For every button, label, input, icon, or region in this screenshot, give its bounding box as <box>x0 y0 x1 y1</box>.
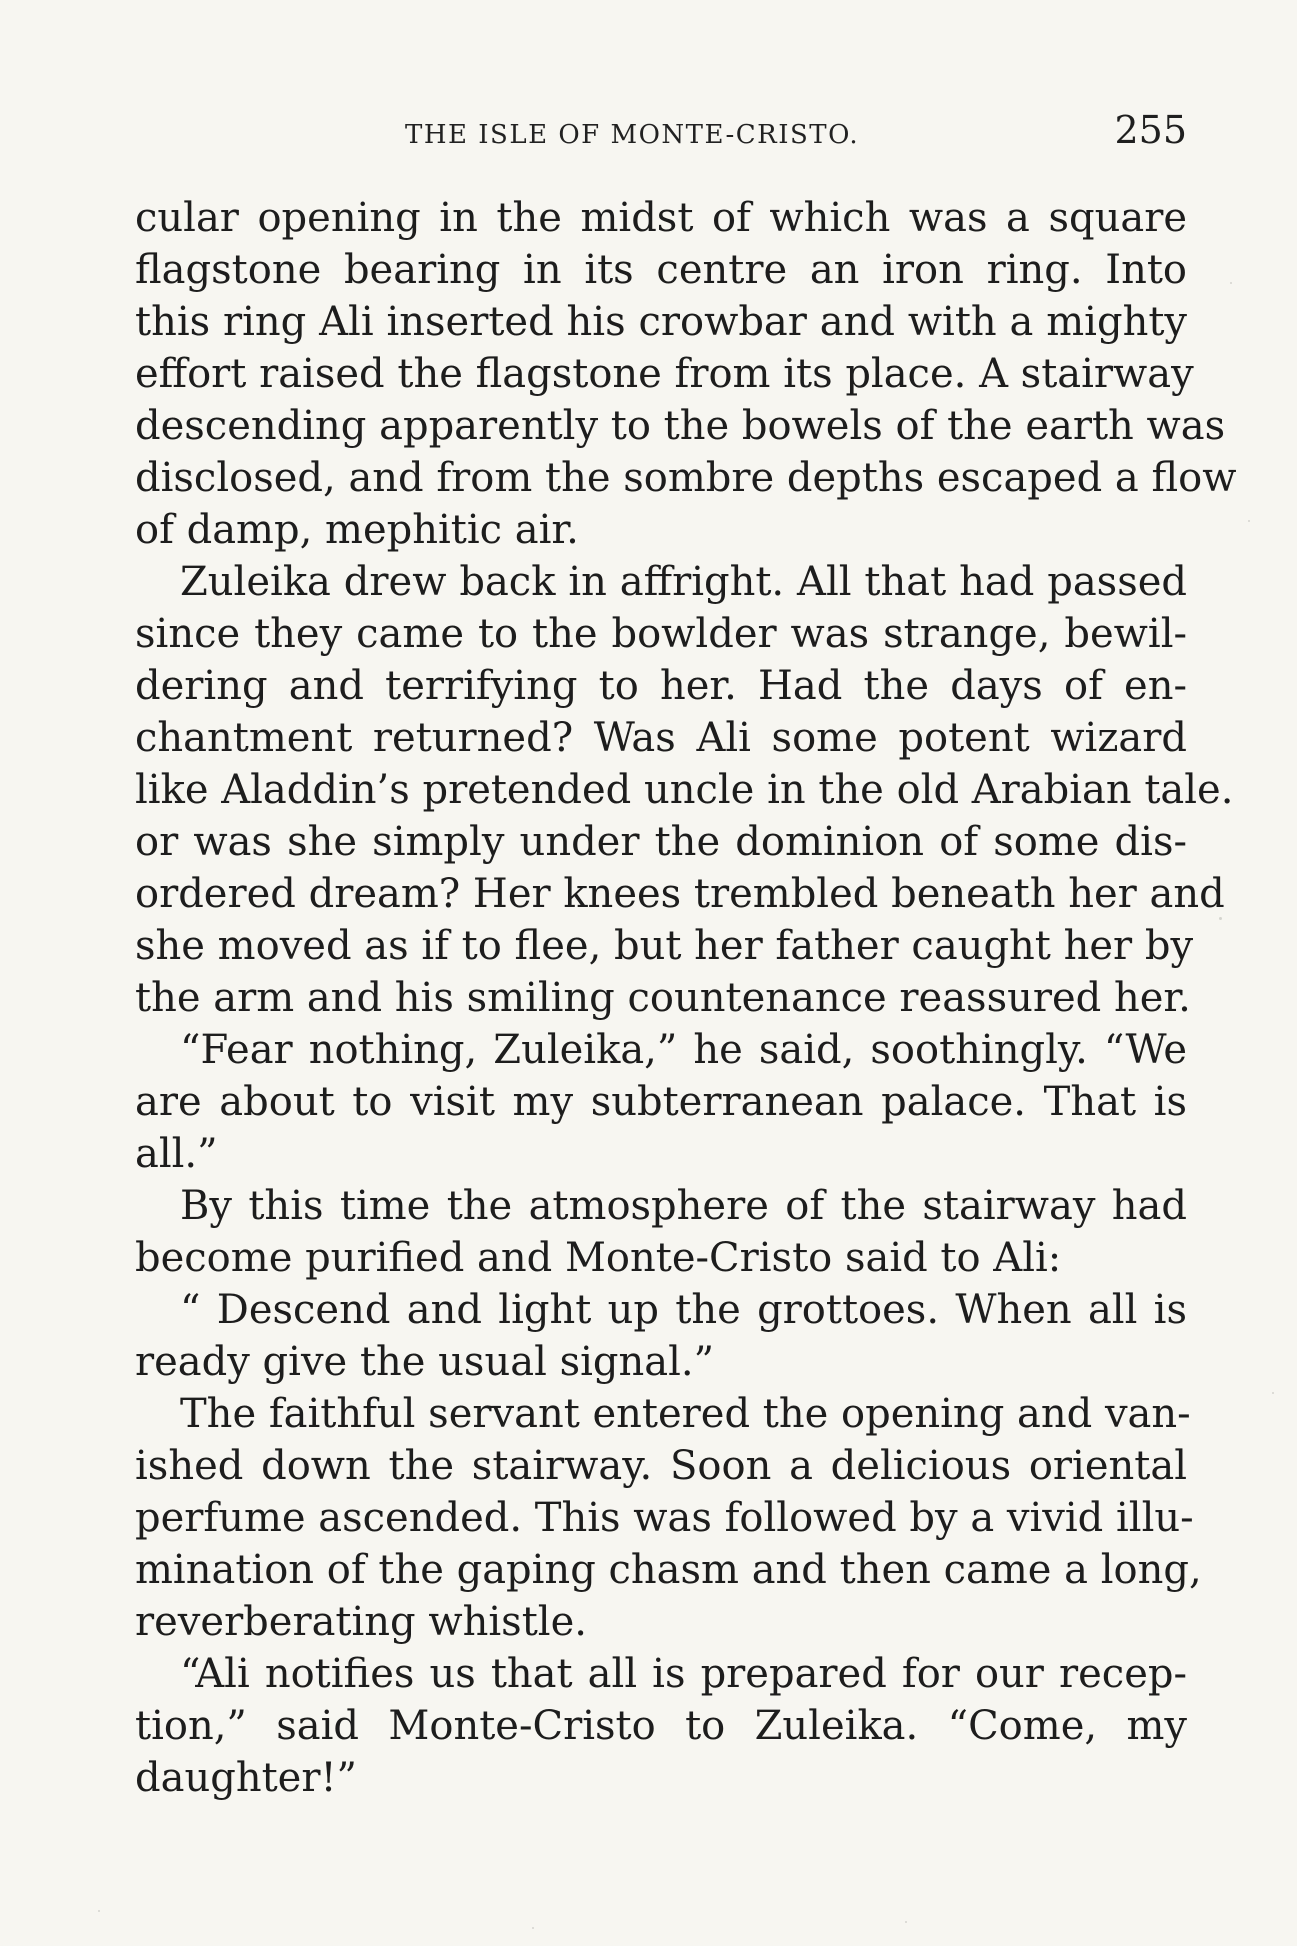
text-line: all.” <box>135 1131 218 1177</box>
paragraph <box>135 1284 1187 1388</box>
text-line: this ring Ali inserted his crowbar and with a mighty <box>135 299 1187 345</box>
text-line: disclosed, and from the sombre depths escaped a flow <box>135 455 1237 501</box>
paragraph <box>135 1180 1187 1284</box>
text-line: ished down the stairway. Soon a delicious oriental <box>135 1443 1187 1489</box>
text-line: The faithful servant entered the opening and van- <box>180 1391 1191 1437</box>
body-text <box>135 192 1237 1804</box>
paper-speck <box>905 1921 907 1923</box>
text-line: flagstone bearing in its centre an iron ring. Into <box>135 247 1187 293</box>
text-line: of damp, mephitic air. <box>135 507 579 553</box>
text-line: By this time the atmosphere of the stairway had <box>180 1183 1187 1229</box>
paper-speck <box>1230 282 1232 284</box>
text-line: Zuleika drew back in affright. All that had passed <box>180 559 1187 605</box>
running-head: THE ISLE OF MONTE-CRISTO. <box>405 120 860 150</box>
text-line: since they came to the bowlder was strange, bewil- <box>135 611 1187 657</box>
text-line: tion,” said Monte-Cristo to Zuleika. “Come, my <box>135 1703 1187 1749</box>
paper-speck <box>1248 520 1250 522</box>
paper-speck <box>1219 917 1222 920</box>
text-line: “ Descend and light up the grottoes. When all is <box>180 1287 1187 1333</box>
paragraph <box>135 192 1237 556</box>
paper-speck <box>98 1910 100 1912</box>
text-line: cular opening in the midst of which was a square <box>135 195 1187 241</box>
text-line: ready give the usual signal.” <box>135 1339 715 1385</box>
paper-speck <box>532 1927 534 1929</box>
text-line: or was she simply under the dominion of some dis- <box>135 819 1187 865</box>
text-line: the arm and his smiling countenance reassured her. <box>135 975 1191 1021</box>
paper-speck <box>1272 1392 1274 1394</box>
text-line: reverberating whistle. <box>135 1599 587 1645</box>
text-line: “Ali notifies us that all is prepared for our recep- <box>180 1651 1187 1697</box>
text-line: daughter!” <box>135 1755 357 1801</box>
text-line: perfume ascended. This was followed by a vivid illu- <box>135 1495 1194 1541</box>
text-line: chantment returned? Was Ali some potent wizard <box>135 715 1187 761</box>
text-line: ordered dream? Her knees trembled beneath her and <box>135 871 1225 917</box>
paragraph <box>135 556 1234 1024</box>
text-line: become purified and Monte-Cristo said to Ali: <box>135 1235 1062 1281</box>
paragraph <box>135 1024 1187 1180</box>
paragraph <box>135 1388 1202 1648</box>
text-line: like Aladdin’s pretended uncle in the old Arabian tale. <box>135 767 1234 813</box>
page-number: 255 <box>1114 108 1187 152</box>
page-header <box>135 108 1187 158</box>
text-line: mination of the gaping chasm and then came a long, <box>135 1547 1202 1593</box>
paragraph <box>135 1648 1187 1804</box>
text-line: she moved as if to flee, but her father caught her by <box>135 923 1194 969</box>
text-line: descending apparently to the bowels of the earth was <box>135 403 1226 449</box>
text-line: “Fear nothing, Zuleika,” he said, soothingly. “We <box>180 1027 1187 1073</box>
text-line: effort raised the flagstone from its place. A stairway <box>135 351 1194 397</box>
text-line: dering and terrifying to her. Had the days of en- <box>135 663 1187 709</box>
text-line: are about to visit my subterranean palace. That is <box>135 1079 1187 1125</box>
